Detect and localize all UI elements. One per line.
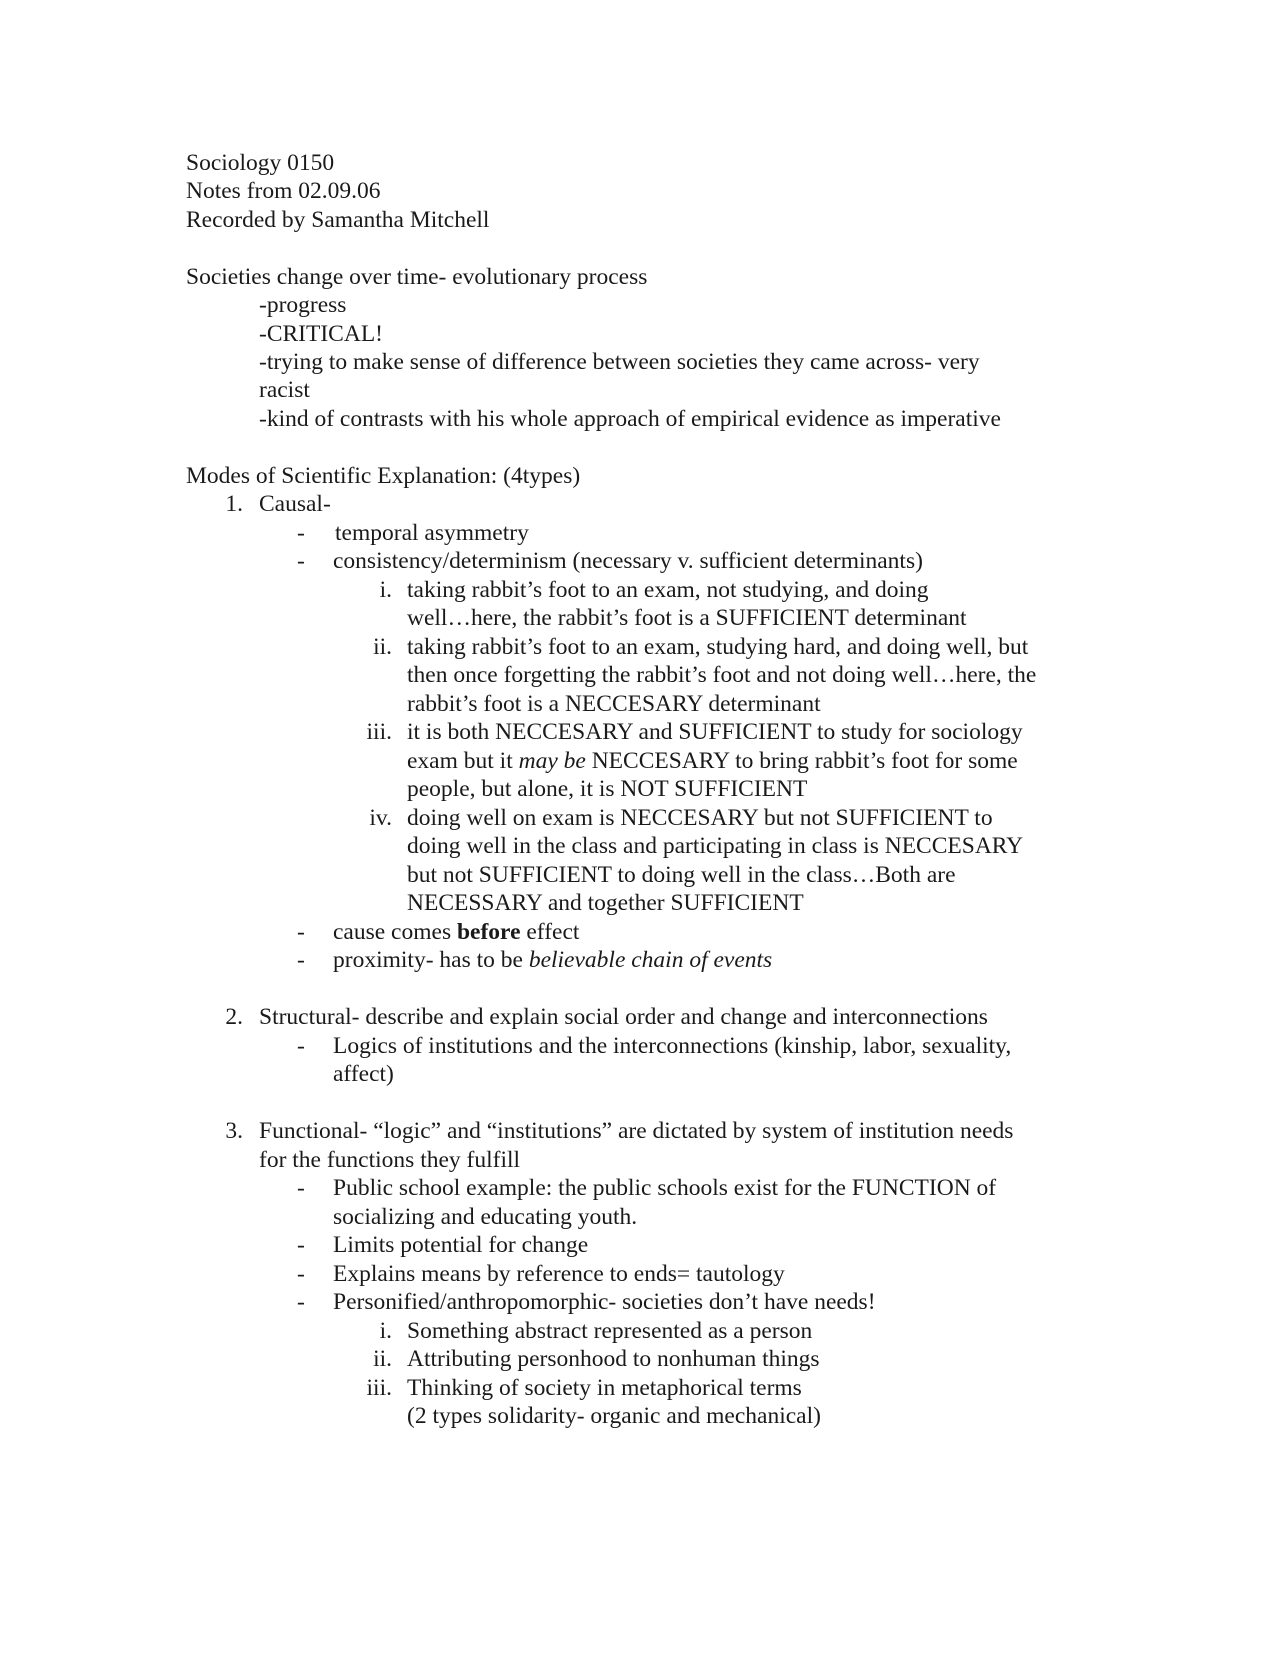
causal-roman-iii-line: it is both NECCESARY and SUFFICIENT to study for sociology [407, 719, 1023, 745]
dash-marker: - [297, 1033, 305, 1059]
roman-marker: iii. [366, 1375, 392, 1401]
dash-marker: - [297, 520, 305, 546]
notes-date: Notes from 02.09.06 [186, 178, 381, 204]
list-number-3: 3. [225, 1118, 243, 1144]
causal-roman-iv-line: doing well on exam is NECCESARY but not SUFFICIENT to [407, 805, 993, 831]
functional-roman-i: Something abstract represented as a person [407, 1318, 813, 1344]
functional-tautology: Explains means by reference to ends= tautology [333, 1261, 785, 1287]
roman-marker: i. [379, 577, 392, 603]
roman-marker: iii. [366, 719, 392, 745]
roman-marker: i. [379, 1318, 392, 1344]
bold-before: before [456, 919, 521, 945]
causal-roman-i-line: taking rabbit’s foot to an exam, not studying, and doing [407, 577, 929, 603]
causal-temporal: temporal asymmetry [335, 520, 529, 546]
causal-before: cause comes before effect [333, 919, 580, 945]
functional-title: Functional- “logic” and “institutions” are dictated by system of institution needs [259, 1118, 1014, 1144]
causal-roman-iii-line: people, but alone, it is NOT SUFFICIENT [407, 776, 808, 802]
dash-marker: - [297, 919, 305, 945]
dash-marker: - [297, 1232, 305, 1258]
structural-title: Structural- describe and explain social order and change and interconnections [259, 1004, 988, 1030]
causal-roman-iv-line: doing well in the class and participating in class is NECCESARY [407, 833, 1024, 859]
functional-public-school-cont: socializing and educating youth. [333, 1204, 638, 1230]
functional-roman-ii: Attributing personhood to nonhuman things [407, 1346, 820, 1372]
causal-roman-i-line: well…here, the rabbit’s foot is a SUFFICIENT determinant [407, 605, 967, 631]
causal-roman-ii-line: then once forgetting the rabbit’s foot and not doing well…here, the [407, 662, 1037, 688]
dash-marker: - [297, 1261, 305, 1287]
bullet-difference-cont: racist [259, 377, 310, 403]
functional-public-school: Public school example: the public schools exist for the FUNCTION of [333, 1175, 997, 1201]
bullet-critical: -CRITICAL! [259, 321, 384, 347]
structural-logics-cont: affect) [333, 1061, 394, 1087]
roman-marker: ii. [373, 1346, 392, 1372]
roman-marker: ii. [373, 634, 392, 660]
roman-marker: iv. [369, 805, 392, 831]
causal-roman-ii-line: taking rabbit’s foot to an exam, studying hard, and doing well, but [407, 634, 1029, 660]
list-number-2: 2. [225, 1004, 243, 1030]
bullet-difference: -trying to make sense of difference between societies they came across- very [259, 349, 980, 375]
bullet-contrasts: -kind of contrasts with his whole approach of empirical evidence as imperative [259, 406, 1001, 432]
dash-marker: - [297, 1175, 305, 1201]
dash-marker: - [297, 548, 305, 574]
functional-roman-iii: Thinking of society in metaphorical terms [407, 1375, 802, 1401]
list-number-1: 1. [225, 491, 243, 517]
section-heading-modes: Modes of Scientific Explanation: (4types) [186, 463, 581, 489]
causal-title: Causal- [259, 491, 331, 517]
causal-roman-ii-line: rabbit’s foot is a NECCESARY determinant [407, 691, 821, 717]
causal-roman-iv-line: NECESSARY and together SUFFICIENT [407, 890, 804, 916]
italic-may-be: may be [518, 748, 586, 774]
recorder-line: Recorded by Samantha Mitchell [186, 207, 490, 233]
functional-personified: Personified/anthropomorphic- societies don’t have needs! [333, 1289, 876, 1315]
functional-roman-iii-cont: (2 types solidarity- organic and mechanical) [407, 1403, 821, 1429]
causal-roman-iv-line: but not SUFFICIENT to doing well in the class…Both are [407, 862, 956, 888]
dash-marker: - [297, 947, 305, 973]
dash-marker: - [297, 1289, 305, 1315]
causal-roman-iii-line: exam but it may be NECCESARY to bring rabbit’s foot for some [407, 748, 1018, 774]
causal-consistency: consistency/determinism (necessary v. sufficient determinants) [333, 548, 923, 574]
functional-title-cont: for the functions they fulfill [259, 1147, 521, 1173]
italic-chain: believable chain of events [528, 947, 773, 973]
course-title: Sociology 0150 [186, 150, 335, 176]
structural-logics: Logics of institutions and the interconnections (kinship, labor, sexuality, [333, 1033, 1012, 1059]
section-heading-evolution: Societies change over time- evolutionary process [186, 264, 648, 290]
bullet-progress: -progress [259, 292, 347, 318]
functional-limits: Limits potential for change [333, 1232, 589, 1258]
causal-proximity: proximity- has to be believable chain of events [333, 947, 773, 973]
